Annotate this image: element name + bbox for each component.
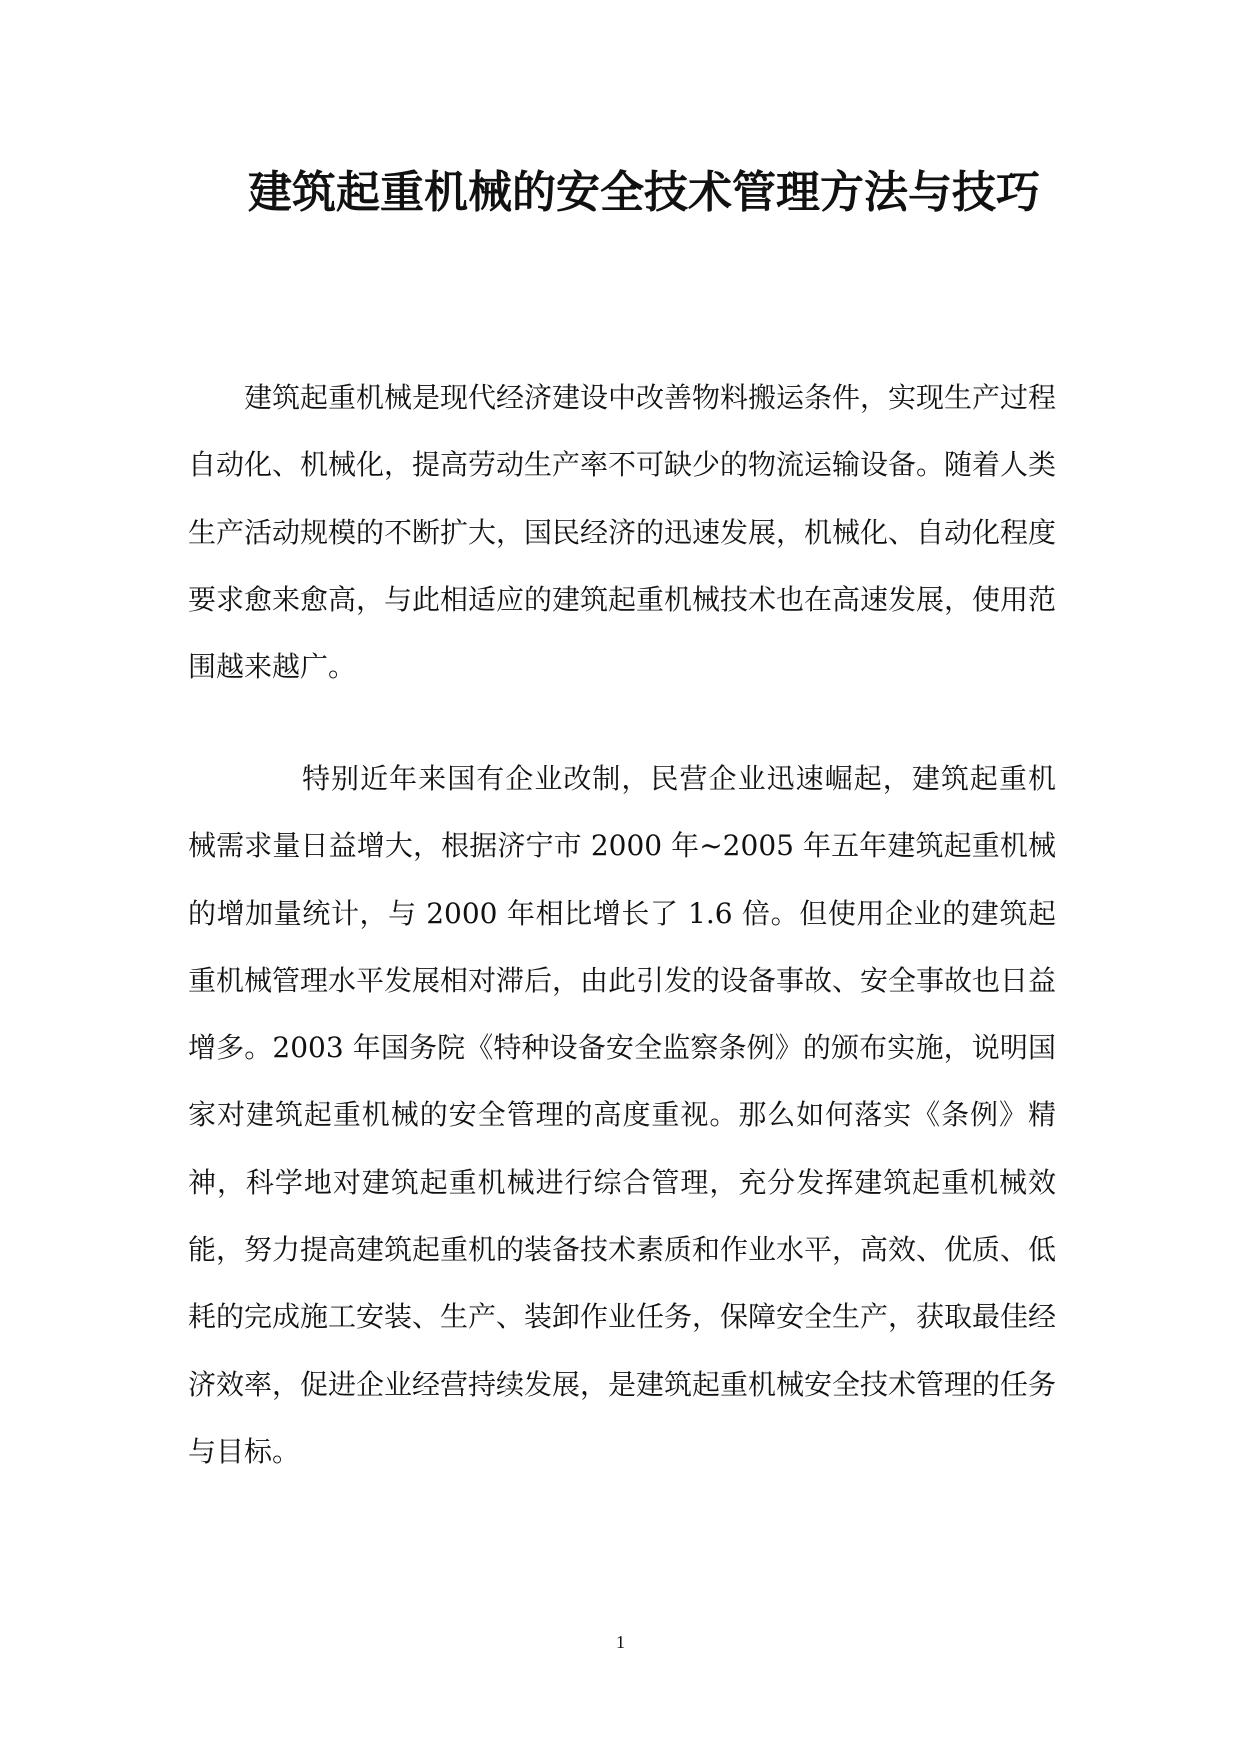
page-title: 建筑起重机械的安全技术管理方法与技巧 [248,167,1040,218]
paragraph-background: 特别近年来国有企业改制，民营企业迅速崛起，建筑起重机械需求量日益增大，根据济宁市 2000 年~2005 年五年建筑起重机械的增加量统计，与 2000 年相比增长了 1.6 倍。但使用企业的建筑起重机械管理水平发展相对滞后，由此引发的设备事故、安全事故也日益增多。2003 年国务院《特种设备安全监察条例》的颁布实施，说明国家对建筑起重机械的安全管理的高度重视。那么如何落实《条例》精神，科学地对建筑起重机械进行综合管理，充分发挥建筑起重机械效能，努力提高建筑起重机的装备技术素质和作业水平，高效、优质、低耗的完成施工安装、生产、装卸作业任务，保障安全生产，获取最佳经济效率，促进企业经营持续发展，是建筑起重机械安全技术管理的任务与目标。 [188,762,1057,1468]
page-number: 1 [616,1632,625,1652]
paragraph-intro: 建筑起重机械是现代经济建设中改善物料搬运条件，实现生产过程自动化、机械化，提高劳动生产率不可缺少的物流运输设备。随着人类生产活动规模的不断扩大，国民经济的迅速发展，机械化、自动化程度要求愈来愈高，与此相适应的建筑起重机械技术也在高速发展，使用范围越来越广。 [188,381,1057,684]
